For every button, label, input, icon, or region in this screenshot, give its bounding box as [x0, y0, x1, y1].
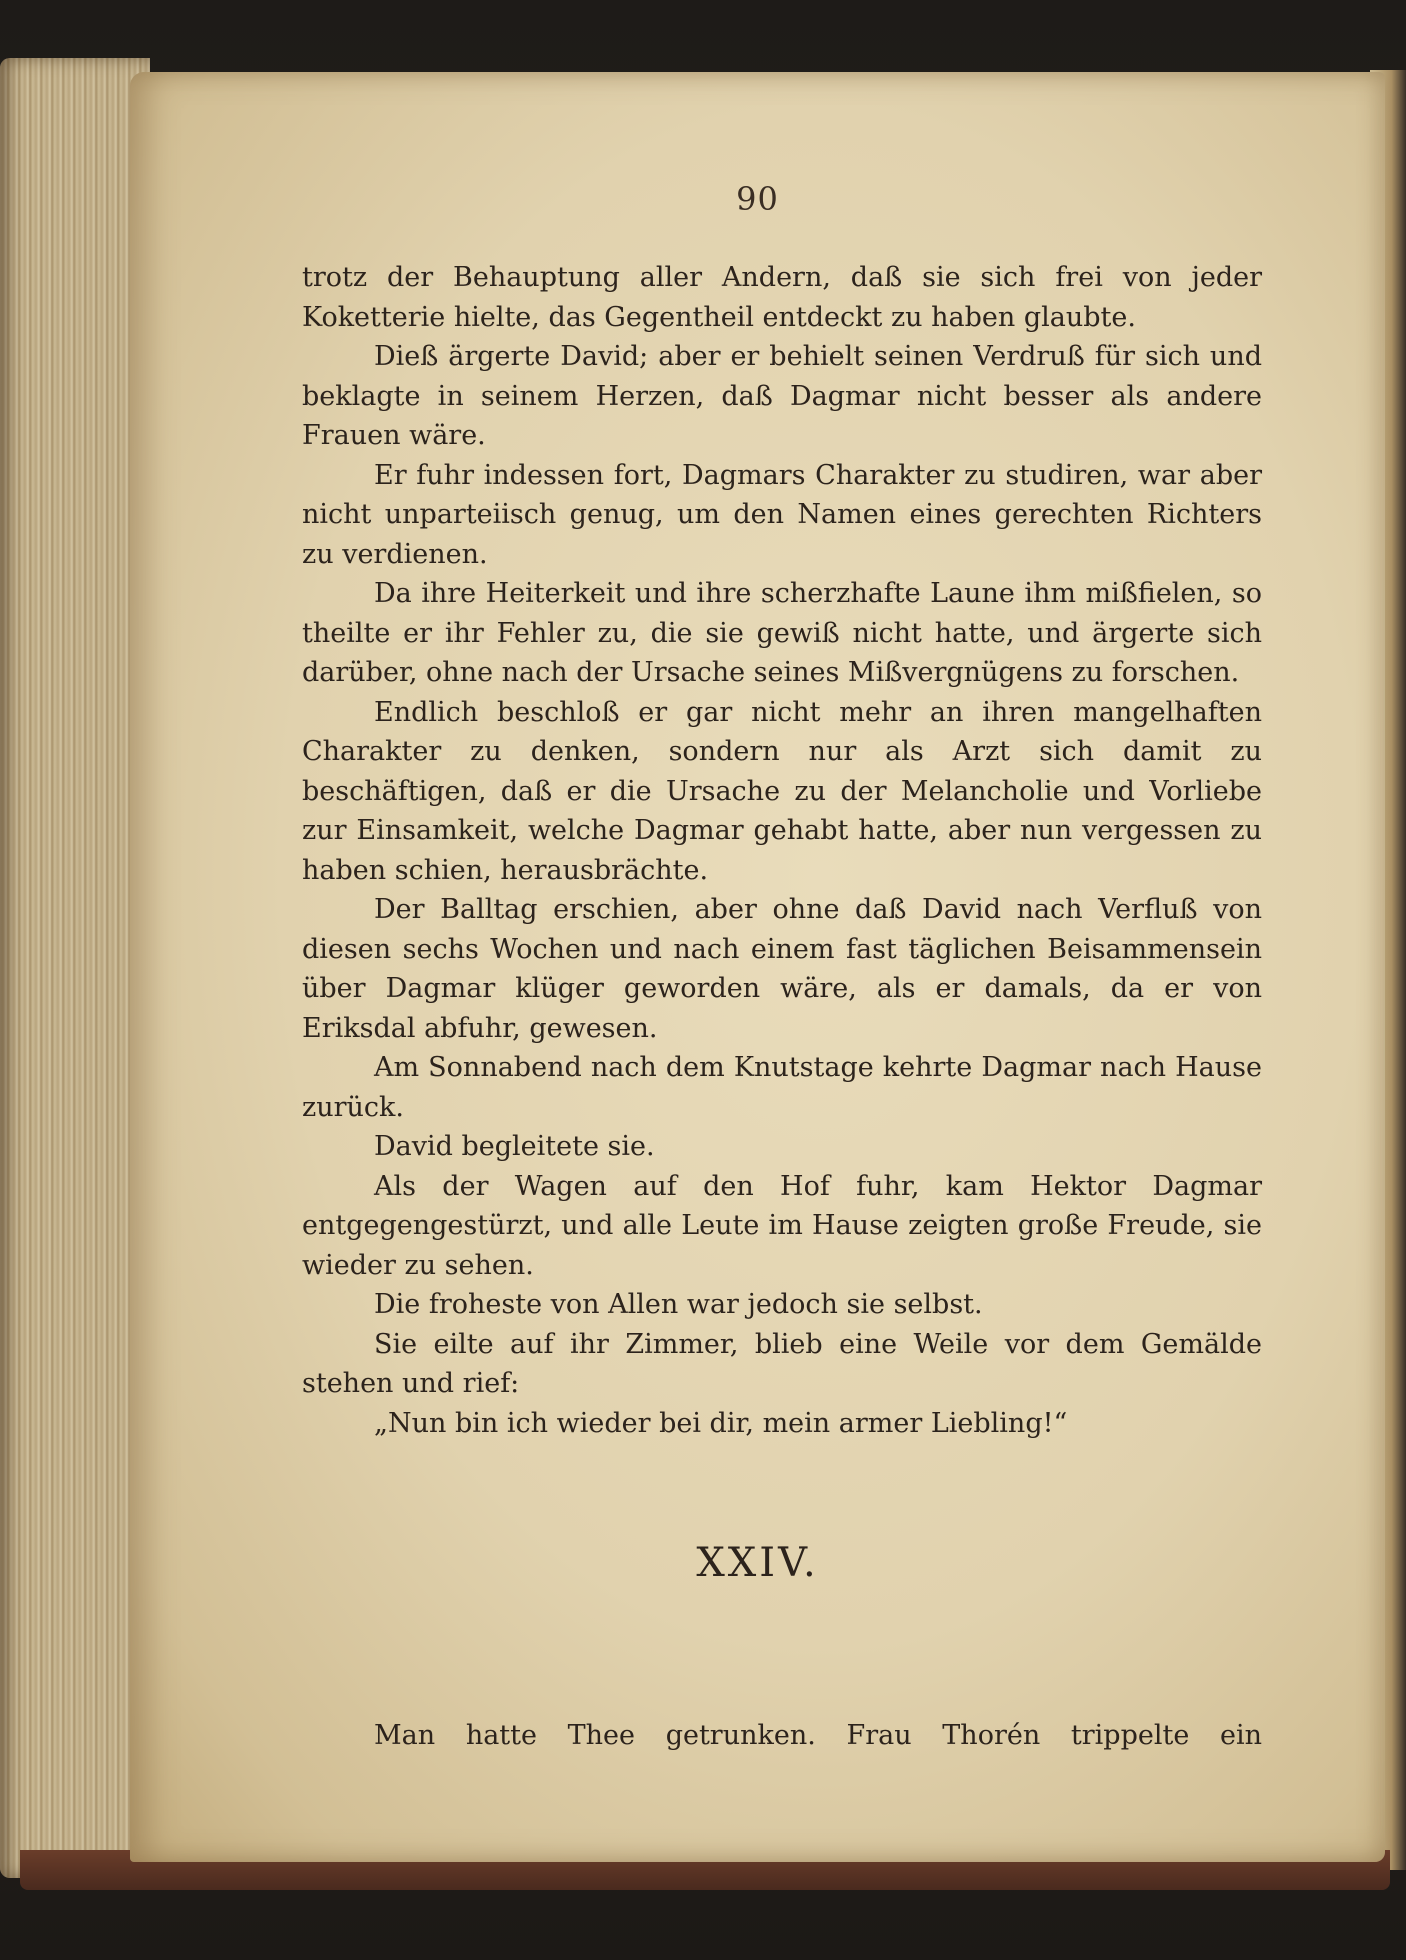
book-page: [130, 72, 1385, 1862]
paragraph-12-quote: „Nun bin ich wieder bei dir, mein armer Liebling!“: [374, 1407, 1068, 1439]
body-text: [302, 258, 1262, 1443]
paragraph-10: Die froheste von Allen war jedoch sie selbst.: [374, 1289, 983, 1320]
chapter-heading: XXIV.: [696, 1540, 819, 1586]
paragraph-3: Er fuhr indessen fort, Dagmars Charakter zu studiren, war aber nicht unparteiisch genug, um den Namen eines gerechten Richters zu verdienen.: [302, 459, 1262, 570]
paragraph-5: Endlich beschloß er gar nicht mehr an ihren mangelhaften Charakter zu denken, sondern nur als Arzt sich damit zu beschäftigen, daß er die Ursache zu der Melancholie und Vorliebe zur Einsamkeit, welche Dagmar gehabt hatte, aber nun vergessen zu haben schien, herausbrächte.: [302, 696, 1262, 886]
paragraph-7: Am Sonnabend nach dem Knutstage kehrte Dagmar nach Hause zurück.: [302, 1052, 1262, 1123]
chapter-first-line: Man hatte Thee getrunken. Frau Thorén trippelte ein: [374, 1720, 1262, 1751]
chapter-text: [302, 1716, 1262, 1756]
paragraph-6: Der Balltag erschien, aber ohne daß David nach Verfluß von diesen sechs Wochen und nach einem fast täglichen Beisammensein über Dagmar klüger geworden wäre, als er damals, da er von Eriksdal abfuhr, gewesen.: [302, 894, 1262, 1044]
paragraph-9: Als der Wagen auf den Hof fuhr, kam Hektor Dagmar entgegengestürzt, und alle Leute im Hause zeigten große Freude, sie wieder zu sehen.: [302, 1170, 1262, 1281]
book-page-edges: [0, 58, 150, 1878]
paragraph-4: Da ihre Heiterkeit und ihre scherzhafte Laune ihm mißfielen, so theilte er ihr Fehler zu, die sie gewiß nicht hatte, und ärgerte sich darüber, ohne nach der Ursache seines Mißvergnügens zu forschen.: [302, 578, 1262, 688]
paragraph-8: David begleitete sie.: [374, 1131, 655, 1162]
page-number: 90: [736, 180, 779, 218]
paragraph-11: Sie eilte auf ihr Zimmer, blieb eine Weile vor dem Gemälde stehen und rief:: [302, 1328, 1262, 1399]
paragraph-1: trotz der Behauptung aller Andern, daß sie sich frei von jeder Koketterie hielte, das Gegentheil entdeckt zu haben glaubte.: [302, 262, 1262, 333]
paragraph-2: Dieß ärgerte David; aber er behielt seinen Verdruß für sich und beklagte in seinem Herzen, daß Dagmar nicht besser als andere Frauen wäre.: [302, 341, 1262, 451]
